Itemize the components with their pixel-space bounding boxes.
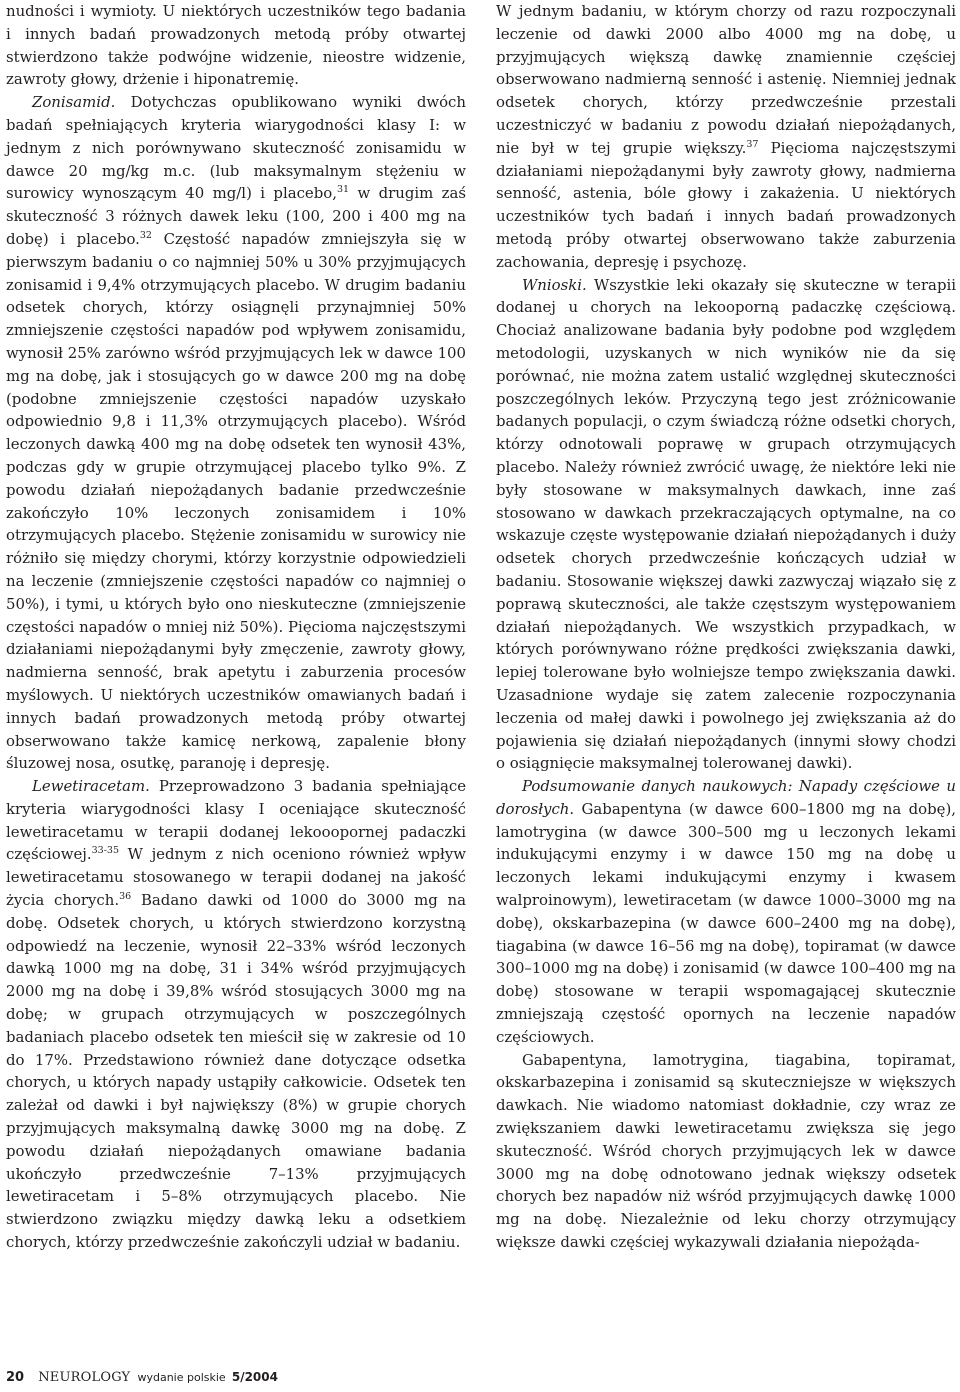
section-lead-lewetiracetam: Lewetiracetam. — [32, 777, 150, 796]
reference-marker: 36 — [119, 891, 132, 903]
right-paragraph-wnioski — [496, 274, 956, 776]
journal-name: NEUROLOGY — [38, 1370, 131, 1385]
paragraph-text: Wszystkie leki okazały się skuteczne w terapii dodanej u chorych na lekooporną padaczkę częściową. Chociaż analizowane badania były podobne pod względem metodologii, uzyskanych w nich wyników nie da się porównać, nie można zatem ustalić względnej skuteczności poszczególnych leków. Przyczyną tego jest zróżnicowanie badanych populacji, o czym świadczą różne odsetki chorych, którzy odnotowali poprawę w grupach otrzymujących placebo. Należy również zwrócić uwagę, że niektóre leki nie były stosowane w maksymalnych dawkach, inne zaś stosowano w dawkach przekraczających optymalne, na co wskazuje częste występowanie działań niepożądanych i duży odsetek chorych przedwcześnie kończących udział w badaniu. Stosowanie większej dawki zazwyczaj wiązało się z poprawą skuteczności, ale także częstszym występowaniem działań niepożądanych. We wszystkich przypadkach, w których porównywano różne prędkości zwiększania dawki, lepiej tolerowane było wolniejsze tempo zwiększania dawki. Uzasadnione wydaje się zatem zalecenie rozpoczynania leczenia od małej dawki i powolnego jej zwiększania aż do pojawienia się działań niepożądanych (innymi słowy chodzi o osiągnięcie maksymalnej tolerowanej dawki). — [496, 275, 956, 773]
paragraph-text: Gabapentyna, lamotrygina, tiagabina, topiramat, okskarbazepina i zonisamid są skuteczniejsze w większych dawkach. Nie wiadomo natomiast dokładnie, czy wraz ze zwiększaniem dawki lewetiracetamu zwiększa się jego skuteczność. Wśród chorych przyjmujących lek w dawce 3000 mg na dobę odnotowano jednak większy odsetek chorych bez napadów niż wśród przyjmujących dawkę 1000 mg na dobę. Niezależnie od leku chorzy otrzymujący większe dawki częściej wykazywali działania niepożąda- — [496, 1050, 956, 1252]
reference-marker: 37 — [746, 138, 759, 150]
journal-edition: wydanie polskie — [137, 1371, 226, 1384]
reference-marker: 32 — [139, 230, 152, 241]
paragraph-text: W jednym badaniu, w którym chorzy od razu rozpoczynali leczenie od dawki 2000 albo 4000 mg na dobę, u przyjmujących większą dawkę znamiennie częściej obserwowano nadmierną senność i astenię. Niemniej jednak odsetek chorych, którzy przedwcześnie przestali uczestniczyć w badaniu z powodu działań niepożądanych, nie był w tej grupie większy. — [496, 2, 956, 157]
reference-marker: 33-35 — [91, 845, 120, 857]
left-paragraph-1 — [6, 0, 466, 91]
paragraph-text: Dotychczas opublikowano wyniki dwóch badań spełniających kryteria wiarygodności klasy I: w jednym z nich porównywano skuteczność zonisamidu w dawce 20 mg/kg m.c. (lub maksymalnym stężeniu w surowicy wynoszącym 40 mg/l) i placebo, — [6, 93, 466, 203]
paragraph-text: Badano dawki od 1000 do 3000 mg na dobę. Odsetek chorych, u których stwierdzono korzystną odpowiedź na leczenie, wynosił 22–33% wśród leczonych dawką 1000 mg na dobę, 31 i 34% wśród przyjmujących 2000 mg na dobę i 39,8% wśród stosujących 3000 mg na dobę; w grupach otrzymujących w poszczególnych badaniach placebo odsetek ten mieścił się w zakresie od 10 do 17%. Przedstawiono również dane dotyczące odsetka chorych, u których napady ustąpiły całkowicie. Odsetek ten zależał od dawki i był największy (8%) w grupie chorych przyjmujących maksymalną dawkę 3000 mg na dobę. Z powodu działań niepożądanych omawiane badania ukończyło przedwcześnie 7–13% przyjmujących lewetiracetam i 5–8% otrzymujących placebo. Nie stwierdzono związku między dawką leku a odsetkiem chorych, którzy przedwcześnie zakończyli udział w badaniu. — [6, 891, 467, 1252]
journal-issue: 5/2004 — [231, 1370, 278, 1384]
paragraph-text: Pięcioma najczęstszymi działaniami niepożądanymi były zawroty głowy, nadmierna senność, astenia, bóle głowy i zakażenia. U niektórych uczestników tych badań i innych badań prowadzonych metodą próby otwartej obserwowano także zaburzenia zachowania, depresję i psychozę. — [496, 138, 956, 271]
left-column — [6, 0, 466, 1254]
reference-marker: 31 — [336, 184, 350, 196]
paragraph-text: Częstość napadów zmniejszyła się w pierwszym badaniu o co najmniej 50% u 30% przyjmujących zonisamid i 9,4% otrzymujących placebo. W drugim badaniu odsetek chorych, którzy osiągnęli przynajmniej 50% zmniejszenie częstości napadów pod wpływem zonisamidu, wynosił 25% zarówno wśród przyjmujących lek w dawce 100 mg na dobę, jak i stosujących go w dawce 200 mg na dobę (podobne zmniejszenie częstości napadów uzyskało odpowiednio 9,8 i 11,3% otrzymujących placebo). Wśród leczonych dawką 400 mg na dobę odsetek ten wynosił 43%, podczas gdy w grupie otrzymującej placebo tylko 9%. Z powodu działań niepożądanych badanie przedwcześnie zakończyło 10% leczonych zonisamidem i 10% otrzymujących placebo. Stężenie zonisamidu w surowicy nie różniło się między chorymi, którzy korzystnie odpowiedzieli na leczenie (zmniejszenie częstości napadów co najmniej o 50%), i tymi, u których było ono nieskuteczne (zmniejszenie częstości napadów o mniej niż 50%). Pięcioma najczęstszymi działaniami niepożądanymi były zmęczenie, zawroty głowy, nadmierna senność, brak apetytu i zaburzenia procesów myślowych. U niektórych uczestników omawianych badań i innych badań prowadzonych metodą próby otwartej obserwowano także kamicę nerkową, zapalenie błony śluzowej nosa, osutkę, paranoję i depresję. — [6, 229, 466, 773]
page-number: 20 — [6, 1370, 25, 1385]
page-footer — [6, 1369, 278, 1386]
right-column — [496, 0, 956, 1254]
left-paragraph-lewetiracetam — [6, 775, 466, 1254]
paragraph-text: w drugim zaś skuteczność 3 różnych dawek leku (100, 200 i 400 mg na dobę) i placebo. — [6, 184, 466, 248]
paragraph-text: Przeprowadzono 3 badania spełniające kryteria wiarygodności klasy I oceniające skuteczność lewetiracetamu w terapii dodanej lekooopornej padaczki częściowej. — [6, 777, 466, 864]
section-lead-wnioski: Wnioski. — [522, 275, 587, 294]
section-lead-zonisamid: Zonisamid. — [32, 93, 116, 112]
paragraph-text: W jednym z nich oceniono również wpływ lewetiracetamu stosowanego w terapii dodanej na jakość życia chorych. — [6, 845, 466, 910]
right-paragraph-podsumowanie — [496, 775, 956, 1049]
right-paragraph-1 — [496, 0, 956, 274]
paragraph-text: Gabapentyna (w dawce 600–1800 mg na dobę), lamotrygina (w dawce 300–500 mg u leczonych lekami indukującymi enzymy i w dawce 150 mg na dobę u leczonych lekami indukującymi enzymy i kwasem walproinowym), lewetiracetam (w dawce 1000–3000 mg na dobę), okskarbazepina (w dawce 600–2400 mg na dobę), tiagabina (w dawce 16–56 mg na dobę), topiramat (w dawce 300–1000 mg na dobę) i zonisamid (w dawce 100–400 mg na dobę) stosowane w terapii wspomagającej skutecznie zmniejszają częstość opornych na leczenie napadów częściowych. — [496, 799, 956, 1046]
paragraph-text: nudności i wymioty. U niektórych uczestników tego badania i innych badań prowadzonych metodą próby otwartej stwierdzono także podwójne widzenie, nieostre widzenie, zawroty głowy, drżenie i hiponatremię. — [6, 2, 466, 89]
left-paragraph-zonisamid — [6, 91, 466, 775]
section-lead-podsumowanie: Podsumowanie danych naukowych: Napady częściowe u dorosłych. — [496, 777, 956, 818]
right-paragraph-4 — [496, 1049, 956, 1254]
